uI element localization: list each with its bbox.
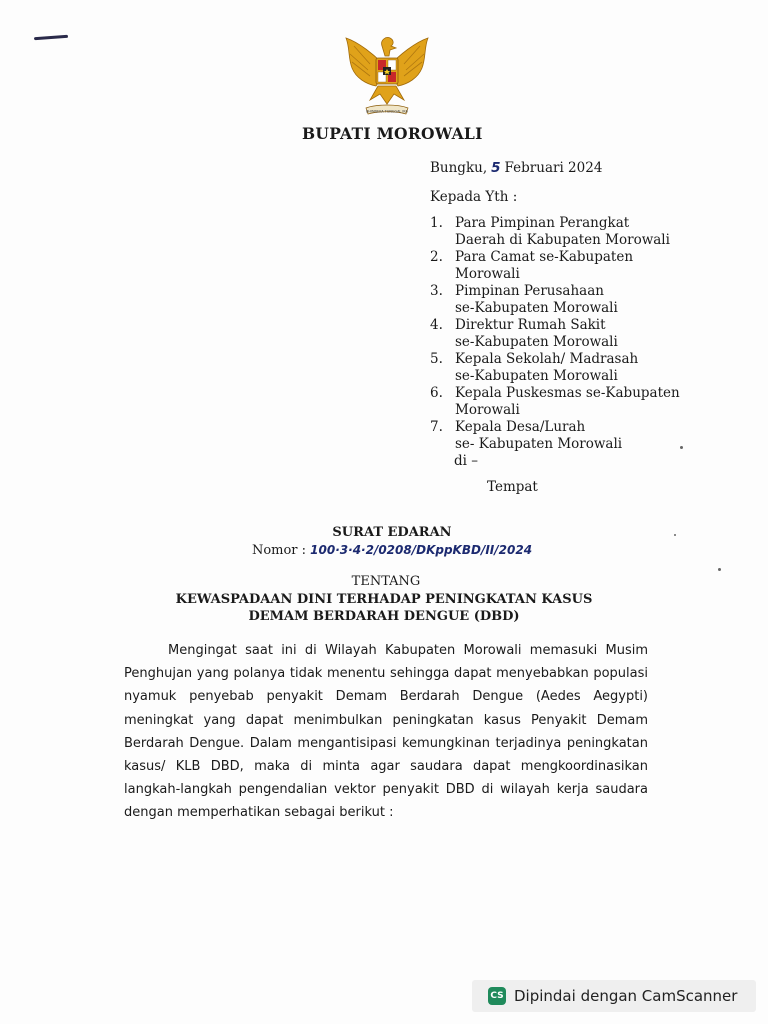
list-item-number: 6. (430, 385, 443, 401)
scan-speck (680, 446, 683, 449)
camscanner-logo-icon: CS (488, 987, 506, 1005)
place-label: Bungku, (430, 160, 488, 176)
camscanner-badge (472, 980, 756, 1012)
issuer-title: BUPATI MOROWALI (302, 124, 483, 143)
body-paragraph: Mengingat saat ini di Wilayah Kabupaten Morowali memasuki Musim Penghujan yang polanya tidak menentu sehingga dapat menyebabkan populasi nyamuk penyebab penyakit Demam Berdarah Dengue (Aedes Aegypti) meningkat yang dapat menimbulkan peningkatan kasus Penyakit Demam Berdarah Dengue. Dalam mengantisipasi kemungkinan terjadinya peningkatan kasus/ KLB DBD, maka di minta agar saudara dapat mengkoordinasikan langkah-langkah pengendalian vektor penyakit DBD di wilayah kerja saudara dengan memperhatikan sebagai berikut : (124, 643, 648, 821)
list-item-text: Para Pimpinan Perangkat Daerah di Kabupaten Morowali (455, 215, 670, 248)
list-item (430, 351, 700, 385)
list-item-number: 5. (430, 351, 443, 367)
date-line (430, 160, 700, 177)
list-item (430, 317, 700, 351)
list-item (430, 215, 700, 249)
month-year: Februari 2024 (504, 160, 603, 176)
handwritten-day: 5 (491, 160, 501, 176)
camscanner-label: Dipindai dengan CamScanner (514, 987, 738, 1005)
list-item-number: 1. (430, 215, 443, 231)
recipient-list (430, 215, 700, 453)
nomor-label: Nomor : (251, 543, 307, 558)
di-label: di – (454, 453, 479, 469)
scan-pen-mark (34, 35, 68, 40)
tentang-label: TENTANG (351, 574, 421, 589)
subject-line-1: KEWASPADAAN DINI TERHADAP PENINGKATAN KASUS (175, 592, 593, 607)
list-item-text: Direktur Rumah Sakit se-Kabupaten Morowali (455, 317, 618, 350)
list-item-number: 4. (430, 317, 443, 333)
list-item-text: Kepala Desa/Lurah se- Kabupaten Morowali (455, 419, 623, 452)
nomor-line (0, 543, 768, 558)
circular-title: SURAT EDARAN (332, 525, 452, 540)
list-item (430, 283, 700, 317)
list-item-text: Para Camat se-Kabupaten Morowali (455, 249, 634, 282)
nomor-value: 100·3·4·2/0208/DKppKBD/II/2024 (310, 543, 533, 557)
emblem-caption: BHINNEKA TUNGGAL IKA (366, 109, 408, 114)
subject-line-2: DEMAM BERDARAH DENGUE (DBD) (248, 609, 520, 624)
tempat-label: Tempat (487, 479, 538, 495)
list-item (430, 249, 700, 283)
kepada-label: Kepada Yth : (430, 189, 518, 205)
list-item-text: Kepala Sekolah/ Madrasah se-Kabupaten Morowali (455, 351, 639, 384)
list-item-number: 7. (430, 419, 443, 435)
garuda-emblem-icon (340, 34, 434, 124)
scan-speck (674, 534, 676, 536)
list-item (430, 419, 700, 453)
list-item-number: 2. (430, 249, 443, 265)
list-item (430, 385, 700, 419)
list-item-text: Kepala Puskesmas se-Kabupaten Morowali (455, 385, 680, 418)
letter-meta (430, 160, 700, 453)
subject-heading (0, 591, 768, 625)
list-item-number: 3. (430, 283, 443, 299)
scan-speck (718, 568, 721, 571)
list-item-text: Pimpinan Perusahaan se-Kabupaten Morowali (455, 283, 618, 316)
